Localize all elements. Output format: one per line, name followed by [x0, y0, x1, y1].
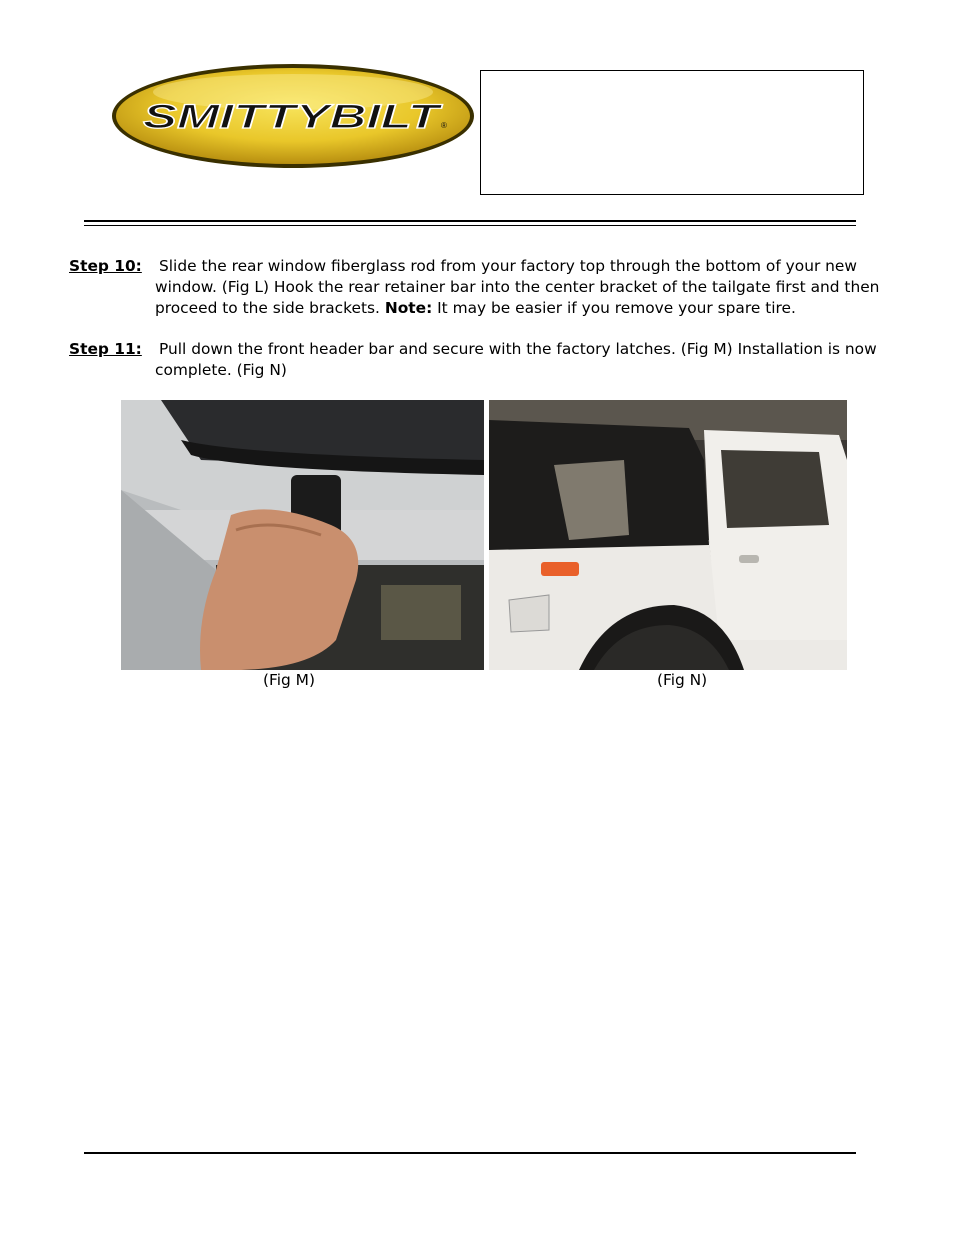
smittybilt-logo: [110, 62, 476, 170]
header-rule-thin: [84, 225, 856, 226]
fig-n-caption: (Fig N): [657, 671, 708, 689]
footer-rule: [84, 1152, 856, 1154]
fig-m-caption: (Fig M): [263, 671, 315, 689]
registered-mark: ®: [441, 121, 447, 130]
fig-n-photo: [489, 400, 847, 670]
header-rule-thick: [84, 220, 856, 222]
step-label: Step 11:: [69, 340, 142, 358]
fig-m-photo: [121, 400, 484, 670]
header-info-box: [480, 70, 864, 195]
step-text: Pull down the front header bar and secure with the factory latches. (Fig M) Installation is now complete. (Fig N): [155, 340, 877, 379]
note-text: It may be easier if you remove your spare tire.: [432, 299, 796, 317]
step-body: [155, 256, 895, 319]
logo-wordmark: SMITTYBILT: [143, 98, 444, 136]
step-text: Slide the rear window fiberglass rod from your factory top through the bottom of your new window. (Fig L) Hook the rear retainer bar into the center bracket of the tailgate first and then proceed to the side brackets.: [155, 257, 880, 317]
step-body: [155, 339, 895, 381]
note-label: Note:: [384, 299, 433, 317]
step-label: Step 10:: [69, 257, 142, 275]
